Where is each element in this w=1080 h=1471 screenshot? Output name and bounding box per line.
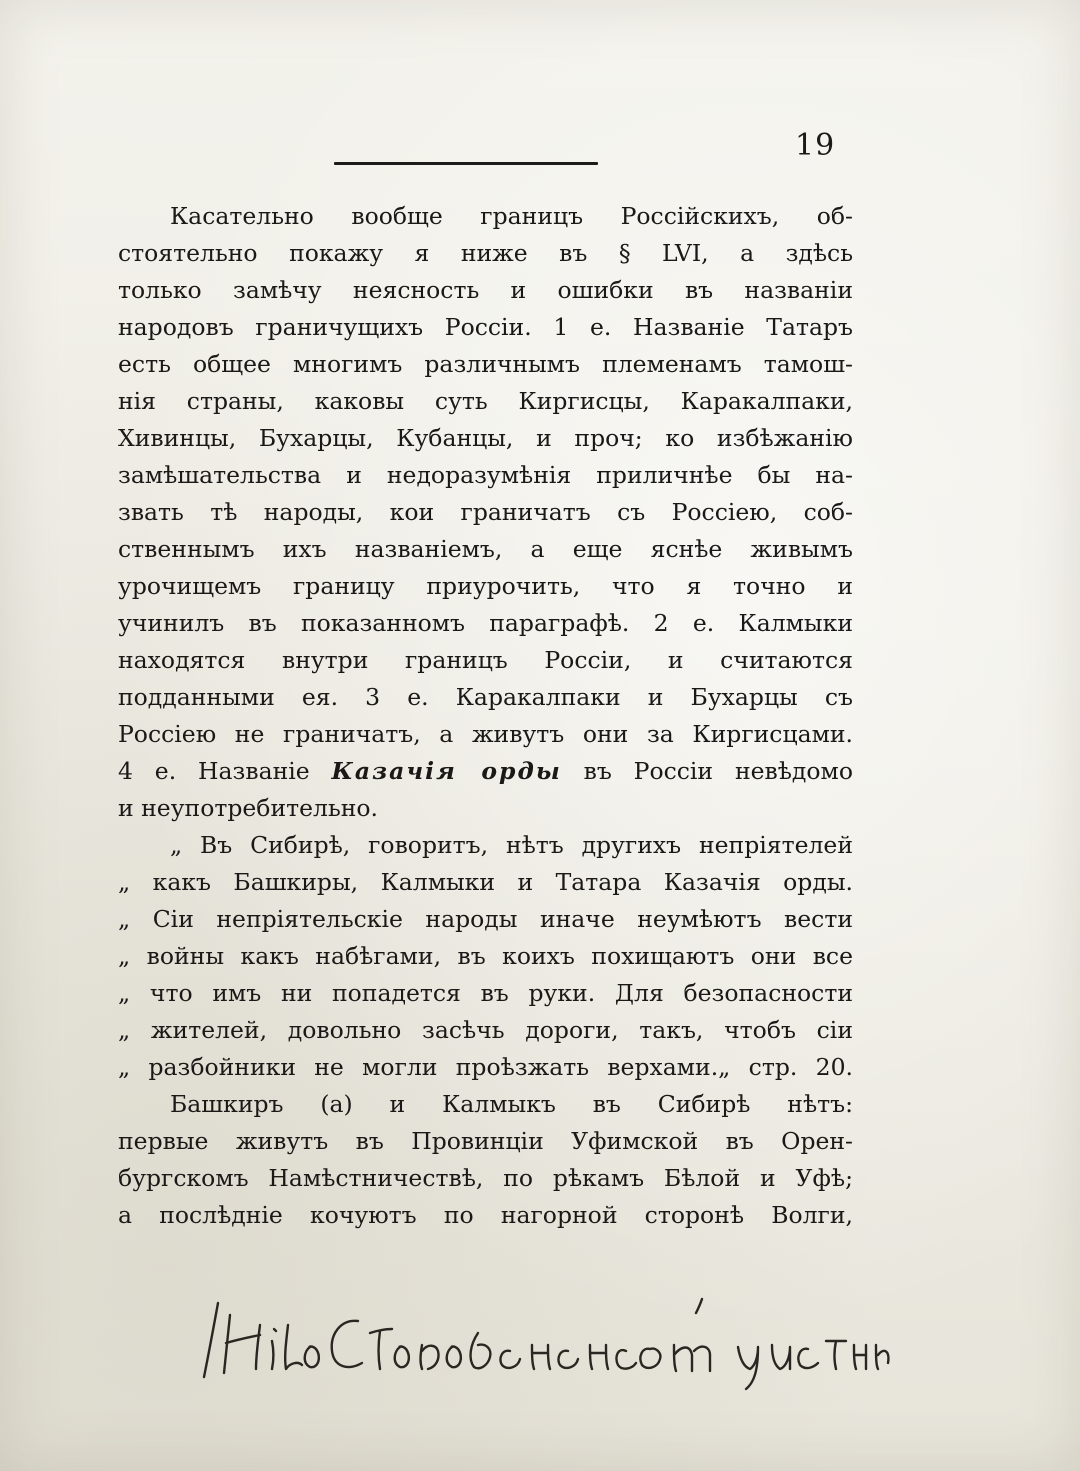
text-line: стоятельно покажу я ниже въ § LVI, а здѣсь <box>118 239 853 267</box>
text-segment: въ Россiи невѣдомо <box>583 757 853 785</box>
handwritten-inscription <box>190 1285 890 1395</box>
text-line: Россiею не граничатъ, а живутъ они за Киргисцами. <box>118 720 853 748</box>
text-line: народовъ граничущихъ Россiи. 1 е. Названiе Татаръ <box>118 313 853 341</box>
text-line: учинилъ въ показанномъ параграфѣ. 2 е. Калмыки <box>118 609 853 637</box>
text-line: Касательно вообще границъ Россiйскихъ, об- <box>170 202 853 230</box>
quote-line: „ какъ Башкиры, Калмыки и Татара Казачiя орды. <box>118 868 853 896</box>
text-line: подданными ея. 3 е. Каракалпаки и Бухарцы съ <box>118 683 853 711</box>
quote-line: „ разбойники не могли проѣзжать верхами.„ стр. 20. <box>118 1053 853 1081</box>
emphasized-phrase: Казачiя орды <box>331 757 562 785</box>
body-text <box>118 198 853 1234</box>
quote-line: „ войны какъ набѣгами, въ коихъ похищаютъ они все <box>118 942 853 970</box>
text-line: Башкиръ (а) и Калмыкъ въ Сибирѣ нѣтъ: <box>170 1090 853 1118</box>
quote-line: „ что имъ ни попадется въ руки. Для безопасности <box>118 979 853 1007</box>
text-line: бургскомъ Намѣстничествѣ, по рѣкамъ Бѣлой и Уфѣ; <box>118 1164 853 1192</box>
text-line: ственнымъ ихъ названiемъ, а еще яснѣе живымъ <box>118 535 853 563</box>
text-line: находятся внутри границъ Россiи, и считаются <box>118 646 853 674</box>
text-line: и неупотребительно. <box>118 794 379 822</box>
text-line: первые живутъ въ Провинцiи Уфимской въ Орен- <box>118 1127 853 1155</box>
text-line: замѣшательства и недоразумѣнiя приличнѣе бы на- <box>118 461 853 489</box>
quote-line: „ жителей, довольно засѣчь дороги, такъ, чтобъ сiи <box>118 1016 853 1044</box>
text-line-emphasis <box>118 753 853 790</box>
page-number: 19 <box>795 128 836 163</box>
text-line: только замѣчу неясность и ошибки въ названiи <box>118 276 853 304</box>
text-line: звать тѣ народы, кои граничатъ съ Россiею, соб- <box>118 498 853 526</box>
text-segment: 4 е. Названiе <box>118 757 310 785</box>
quote-line: „ Сiи непрiятельскiе народы иначе неумѣютъ вести <box>118 905 853 933</box>
text-line: есть общее многимъ различнымъ племенамъ тамош- <box>118 350 853 378</box>
header-rule <box>334 162 598 165</box>
quote-line: „ Въ Сибирѣ, говоритъ, нѣтъ другихъ непрiятелей <box>170 831 853 859</box>
text-line: урочищемъ границу приурочить, что я точно и <box>118 572 853 600</box>
text-line: нiя страны, каковы суть Киргисцы, Каракалпаки, <box>118 387 853 415</box>
text-line: а послѣднiе кочуютъ по нагорной сторонѣ Волги, <box>118 1201 853 1229</box>
text-line: Хивинцы, Бухарцы, Кубанцы, и проч; ко избѣжанiю <box>118 424 853 452</box>
